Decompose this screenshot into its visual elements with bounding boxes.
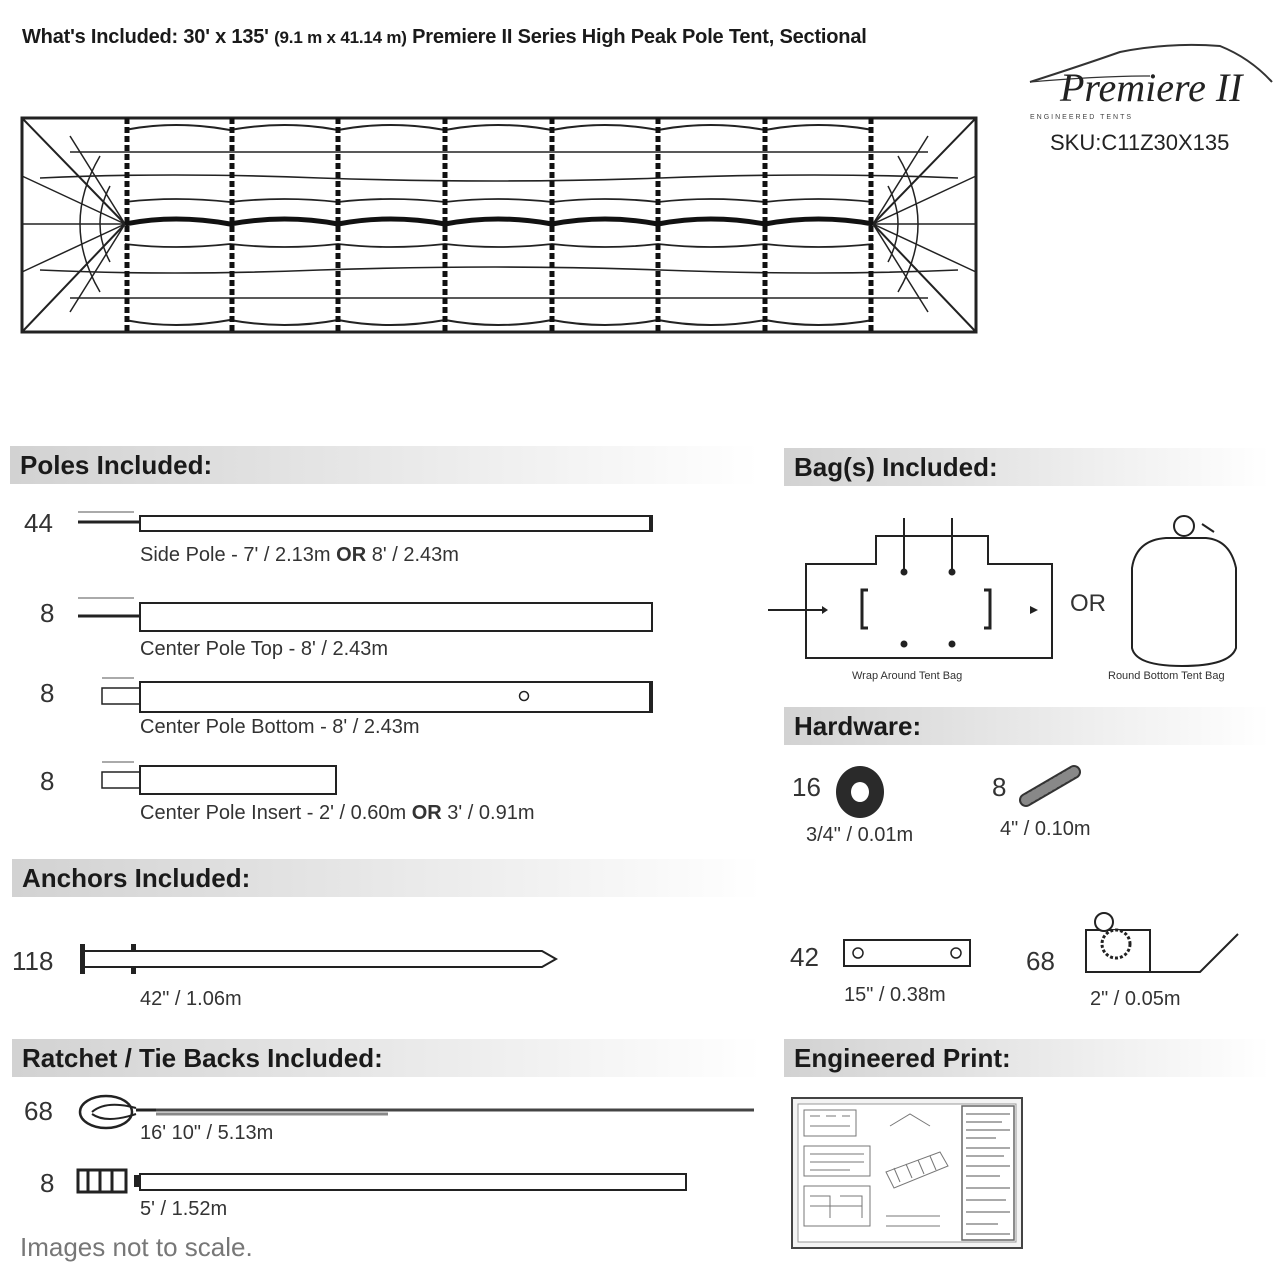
logo: Premiere II — [1060, 65, 1243, 110]
anchors-heading: Anchors Included: — [12, 859, 762, 897]
ratchet-strap-label: 5' / 1.52m — [140, 1198, 228, 1220]
engineered-print-heading: Engineered Print: — [784, 1039, 1270, 1077]
washer-qty: 16 — [792, 772, 821, 802]
round-bottom-bag-caption: Round Bottom Tent Bag — [1108, 670, 1225, 682]
bolt-label: 4" / 0.10m — [1000, 818, 1091, 840]
center-pole-insert-icon — [98, 758, 348, 798]
tie-back-qty: 68 — [24, 1096, 53, 1126]
bags-or-label: OR — [1070, 590, 1106, 617]
ratchet-strap-icon — [74, 1166, 694, 1196]
title-metric: (9.1 m x 41.14 m) — [274, 28, 407, 47]
stake-qty: 118 — [12, 946, 54, 976]
sku-label: SKU:C11Z30X135 — [1050, 130, 1230, 155]
center-pole-insert-qty: 8 — [40, 766, 55, 796]
center-pole-top-label: Center Pole Top - 8' / 2.43m — [140, 638, 389, 660]
page-title — [22, 26, 867, 49]
title-main: What's Included: 30' x 135' — [22, 26, 269, 48]
wrap-around-bag-icon — [764, 516, 1064, 666]
center-pole-insert-label: Center Pole Insert - 2' / 0.60m OR 3' / 0.91m — [140, 802, 535, 824]
washer-label: 3/4" / 0.01m — [806, 824, 914, 846]
round-bottom-bag-icon — [1126, 508, 1246, 668]
engineered-print-thumbnail — [790, 1096, 1024, 1250]
stake-icon — [74, 940, 564, 980]
bolt-icon — [1018, 762, 1088, 812]
bolt-qty: 8 — [992, 772, 1007, 802]
tie-back-label: 16' 10" / 5.13m — [140, 1122, 274, 1144]
plate-icon — [838, 936, 978, 972]
ratchet-strap-qty: 8 — [40, 1168, 55, 1198]
bags-heading: Bag(s) Included: — [784, 448, 1270, 486]
side-pole-label: Side Pole - 7' / 2.13m OR 8' / 2.43m — [140, 544, 459, 566]
center-pole-top-icon — [74, 594, 664, 630]
center-pole-bottom-icon — [98, 674, 688, 714]
hardware-heading: Hardware: — [784, 707, 1270, 745]
plate-qty: 42 — [790, 942, 819, 972]
scale-note: Images not to scale. — [20, 1232, 253, 1262]
tent-top-view-diagram — [20, 116, 980, 336]
washer-icon — [832, 764, 892, 824]
center-pole-bottom-label: Center Pole Bottom - 8' / 2.43m — [140, 716, 420, 738]
stake-label: 42" / 1.06m — [140, 988, 242, 1010]
side-pole-qty: 44 — [24, 508, 53, 538]
poles-heading: Poles Included: — [10, 446, 760, 484]
logo-tagline: ENGINEERED TENTS — [1030, 114, 1134, 121]
bracket-icon — [1080, 908, 1250, 978]
title-rest: Premiere II Series High Peak Pole Tent, Sectional — [412, 26, 867, 48]
side-pole-icon — [74, 508, 664, 532]
wrap-around-bag-caption: Wrap Around Tent Bag — [852, 670, 963, 682]
bracket-label: 2" / 0.05m — [1090, 988, 1181, 1010]
bracket-qty: 68 — [1026, 946, 1055, 976]
center-pole-top-qty: 8 — [40, 598, 55, 628]
plate-label: 15" / 0.38m — [844, 984, 946, 1006]
ratchets-heading: Ratchet / Tie Backs Included: — [12, 1039, 762, 1077]
center-pole-bottom-qty: 8 — [40, 678, 55, 708]
